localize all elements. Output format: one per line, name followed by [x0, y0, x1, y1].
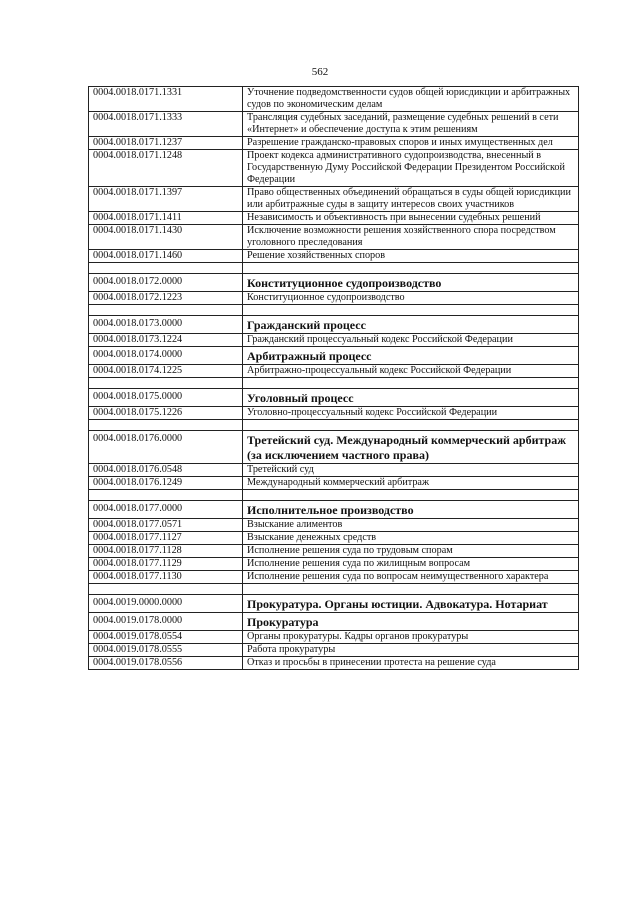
spacer-row [89, 490, 579, 501]
classifier-code [89, 420, 243, 431]
classifier-code: 0004.0018.0171.1460 [89, 250, 243, 263]
section-heading-row [89, 389, 579, 407]
classifier-title: Уголовно-процессуальный кодекс Российской Федерации [243, 407, 579, 420]
classifier-title: Уточнение подведомственности судов общей юрисдикции и арбитражных судов по экономическим делам [243, 87, 579, 112]
classifier-title: Право общественных объединений обращаться в суды общей юрисдикции или арбитражные суды в защиту интересов своих участников [243, 187, 579, 212]
section-title: Гражданский процесс [243, 316, 579, 334]
classifier-code: 0004.0018.0172.1223 [89, 292, 243, 305]
classifier-code: 0004.0018.0176.0000 [89, 431, 243, 464]
table-row [89, 532, 579, 545]
section-heading-row [89, 431, 579, 464]
classifier-table [88, 86, 579, 670]
spacer-row [89, 420, 579, 431]
spacer-row [89, 584, 579, 595]
classifier-title: Арбитражно-процессуальный кодекс Российской Федерации [243, 365, 579, 378]
table-row [89, 137, 579, 150]
classifier-code: 0004.0018.0171.1331 [89, 87, 243, 112]
classifier-code: 0004.0018.0176.0548 [89, 464, 243, 477]
classifier-code: 0004.0019.0000.0000 [89, 595, 243, 613]
classifier-code: 0004.0018.0171.1237 [89, 137, 243, 150]
table-row [89, 657, 579, 670]
classifier-title [243, 490, 579, 501]
spacer-row [89, 378, 579, 389]
table-row [89, 292, 579, 305]
classifier-code: 0004.0018.0171.1248 [89, 150, 243, 187]
classifier-code: 0004.0018.0177.1130 [89, 571, 243, 584]
classifier-code: 0004.0018.0171.1397 [89, 187, 243, 212]
section-heading-row [89, 347, 579, 365]
classifier-code: 0004.0018.0171.1411 [89, 212, 243, 225]
classifier-title: Конституционное судопроизводство [243, 292, 579, 305]
table-row [89, 112, 579, 137]
spacer-row [89, 263, 579, 274]
table-row [89, 87, 579, 112]
classifier-code [89, 305, 243, 316]
classifier-title: Международный коммерческий арбитраж [243, 477, 579, 490]
classifier-title: Разрешение гражданско-правовых споров и иных имущественных дел [243, 137, 579, 150]
classifier-code: 0004.0019.0178.0000 [89, 613, 243, 631]
table-row [89, 187, 579, 212]
classifier-code: 0004.0018.0173.1224 [89, 334, 243, 347]
classifier-title: Третейский суд [243, 464, 579, 477]
classifier-title [243, 305, 579, 316]
classifier-title: Взыскание алиментов [243, 519, 579, 532]
classifier-title: Исключение возможности решения хозяйственного спора посредством уголовного преследования [243, 225, 579, 250]
table-row [89, 519, 579, 532]
classifier-title: Исполнение решения суда по трудовым спорам [243, 545, 579, 558]
table-row [89, 477, 579, 490]
classifier-code: 0004.0018.0174.1225 [89, 365, 243, 378]
table-row [89, 250, 579, 263]
classifier-code [89, 584, 243, 595]
section-heading-row [89, 274, 579, 292]
section-heading-row [89, 613, 579, 631]
section-heading-row [89, 501, 579, 519]
classifier-code: 0004.0019.0178.0555 [89, 644, 243, 657]
classifier-title [243, 378, 579, 389]
classifier-code: 0004.0018.0177.0000 [89, 501, 243, 519]
classifier-code: 0004.0018.0176.1249 [89, 477, 243, 490]
table-row [89, 571, 579, 584]
classifier-code: 0004.0019.0178.0556 [89, 657, 243, 670]
section-title: Прокуратура [243, 613, 579, 631]
classifier-title: Исполнение решения суда по жилищным вопросам [243, 558, 579, 571]
classifier-title: Отказ и просьбы в принесении протеста на решение суда [243, 657, 579, 670]
classifier-code: 0004.0018.0177.1127 [89, 532, 243, 545]
classifier-code [89, 263, 243, 274]
table-row [89, 334, 579, 347]
classifier-title: Трансляция судебных заседаний, размещение судебных решений в сети «Интернет» и обеспечение доступа к этим решениям [243, 112, 579, 137]
classifier-code: 0004.0018.0173.0000 [89, 316, 243, 334]
section-heading-row [89, 316, 579, 334]
table-row [89, 407, 579, 420]
classifier-title: Исполнение решения суда по вопросам неимущественного характера [243, 571, 579, 584]
page-number: 562 [311, 66, 329, 78]
classifier-code: 0004.0018.0171.1333 [89, 112, 243, 137]
classifier-title: Взыскание денежных средств [243, 532, 579, 545]
section-title: Исполнительное производство [243, 501, 579, 519]
classifier-title: Гражданский процессуальный кодекс Российской Федерации [243, 334, 579, 347]
table-row [89, 150, 579, 187]
spacer-row [89, 305, 579, 316]
section-title: Уголовный процесс [243, 389, 579, 407]
classifier-code: 0004.0019.0178.0554 [89, 631, 243, 644]
table-row [89, 464, 579, 477]
classifier-title [243, 420, 579, 431]
classifier-title [243, 584, 579, 595]
table-row [89, 225, 579, 250]
classifier-title: Проект кодекса административного судопроизводства, внесенный в Государственную Думу Российской Федерации Президентом Российской Федерации [243, 150, 579, 187]
table-row [89, 644, 579, 657]
table-row [89, 545, 579, 558]
table-row [89, 558, 579, 571]
classifier-title: Независимость и объективность при вынесении судебных решений [243, 212, 579, 225]
classifier-title: Решение хозяйственных споров [243, 250, 579, 263]
section-title: Конституционное судопроизводство [243, 274, 579, 292]
classifier-code: 0004.0018.0175.1226 [89, 407, 243, 420]
classifier-title: Органы прокуратуры. Кадры органов прокуратуры [243, 631, 579, 644]
classifier-code: 0004.0018.0174.0000 [89, 347, 243, 365]
section-heading-row [89, 595, 579, 613]
section-title: Прокуратура. Органы юстиции. Адвокатура. Нотариат [243, 595, 579, 613]
classifier-code: 0004.0018.0171.1430 [89, 225, 243, 250]
classifier-code [89, 490, 243, 501]
classifier-code [89, 378, 243, 389]
table-row [89, 212, 579, 225]
table-row [89, 365, 579, 378]
classifier-code: 0004.0018.0175.0000 [89, 389, 243, 407]
classifier-table-body [89, 87, 579, 670]
table-row [89, 631, 579, 644]
classifier-code: 0004.0018.0177.0571 [89, 519, 243, 532]
classifier-title [243, 263, 579, 274]
section-title: Третейский суд. Международный коммерческий арбитраж (за исключением частного права) [243, 431, 579, 464]
classifier-code: 0004.0018.0177.1129 [89, 558, 243, 571]
classifier-code: 0004.0018.0177.1128 [89, 545, 243, 558]
classifier-title: Работа прокуратуры [243, 644, 579, 657]
section-title: Арбитражный процесс [243, 347, 579, 365]
classifier-code: 0004.0018.0172.0000 [89, 274, 243, 292]
